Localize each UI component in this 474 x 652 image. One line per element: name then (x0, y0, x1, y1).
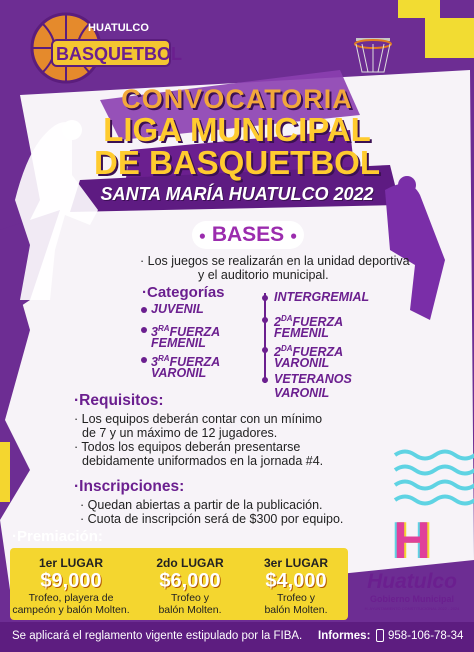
footer (0, 622, 474, 652)
bullet-icon: ● (198, 228, 206, 243)
brand-small: H. AYUNTAMIENTO CONSTITUCIONAL 2022 - 2024 (364, 606, 460, 611)
categorias-title: ·Categorías (142, 284, 225, 301)
bases-intro-line2: y el auditorio municipal. (198, 268, 329, 282)
bullet-icon (262, 377, 268, 383)
inscripcion-item: · Quedan abiertas a partir de la publicación. (80, 498, 323, 512)
bases-intro (140, 254, 440, 282)
title-convocatoria: CONVOCATORIA (121, 84, 353, 114)
footer-info-label: Informes: (318, 630, 371, 642)
inscripciones-title: ·Inscripciones: (74, 478, 185, 495)
requisito-item: · Los equipos deberán contar con un mínimo de 7 y un máximo de 12 jugadores. (74, 412, 323, 440)
inscripciones-list (80, 498, 380, 526)
prize-first: 1er LUGAR $9,000 Trofeo, playera de campeón y balón Molten. (12, 556, 130, 616)
huatulco-brand (356, 512, 468, 618)
dot-icon: · (142, 284, 147, 301)
dot-icon: · (74, 392, 80, 409)
dot-icon: · (74, 412, 79, 426)
requisitos-title: ·Requisitos: (74, 392, 164, 409)
categories-divider (264, 293, 266, 383)
dot-icon: · (12, 528, 17, 545)
inscripcion-item: · Cuota de inscripción será de $300 por equipo. (80, 512, 344, 526)
bullet-icon (141, 357, 147, 363)
bases-badge (192, 221, 304, 249)
bullet-icon (141, 307, 147, 313)
bases-title: BASES (211, 223, 285, 246)
logo-main-text: BASQUETBOL (56, 44, 182, 64)
dot-icon: · (80, 498, 85, 512)
subtitle-santa-maria: SANTA MARÍA HUATULCO 2022 (100, 184, 374, 204)
dot-icon: · (74, 478, 80, 495)
title-liga-municipal: LIGA MUNICIPAL (103, 111, 371, 148)
huatulco-h-logo: H (393, 512, 431, 570)
footer-rule-text: Se aplicará el reglamento vigente estipulado por la FIBA. (12, 630, 303, 642)
logo-top-text: HUATULCO (88, 22, 149, 34)
bullet-icon: ● (290, 228, 298, 243)
requisitos-list (74, 412, 374, 468)
bullet-icon (141, 327, 147, 333)
logo (18, 6, 182, 86)
dot-icon: · (80, 512, 85, 526)
premiacion-title: ·Premiación: (12, 528, 103, 545)
prize-third: 3er LUGAR $4,000 Trofeo y balón Molten. (263, 556, 328, 616)
requisito-item: · Todos los equipos deberán presentarse debidamente uniformados en la jornada #4. (74, 440, 324, 468)
phone-icon (376, 629, 384, 642)
prize-bar (10, 548, 348, 620)
bases-intro-line1: · Los juegos se realizarán en la unidad deportiva (140, 254, 410, 268)
footer-phone: 958-106-78-34 (388, 630, 464, 642)
dot-icon: · (74, 440, 79, 454)
dot-icon: · (140, 254, 145, 268)
bullet-icon (262, 347, 268, 353)
title-de-basquetbol: DE BASQUETBOL (93, 144, 380, 181)
bullet-icon (262, 295, 268, 301)
brand-name: Huatulco (367, 570, 457, 593)
brand-tagline: Gobierno Municipal (369, 594, 454, 604)
bullet-icon (262, 317, 268, 323)
prize-second: 2do LUGAR $6,000 Trofeo y balón Molten. (156, 556, 224, 616)
